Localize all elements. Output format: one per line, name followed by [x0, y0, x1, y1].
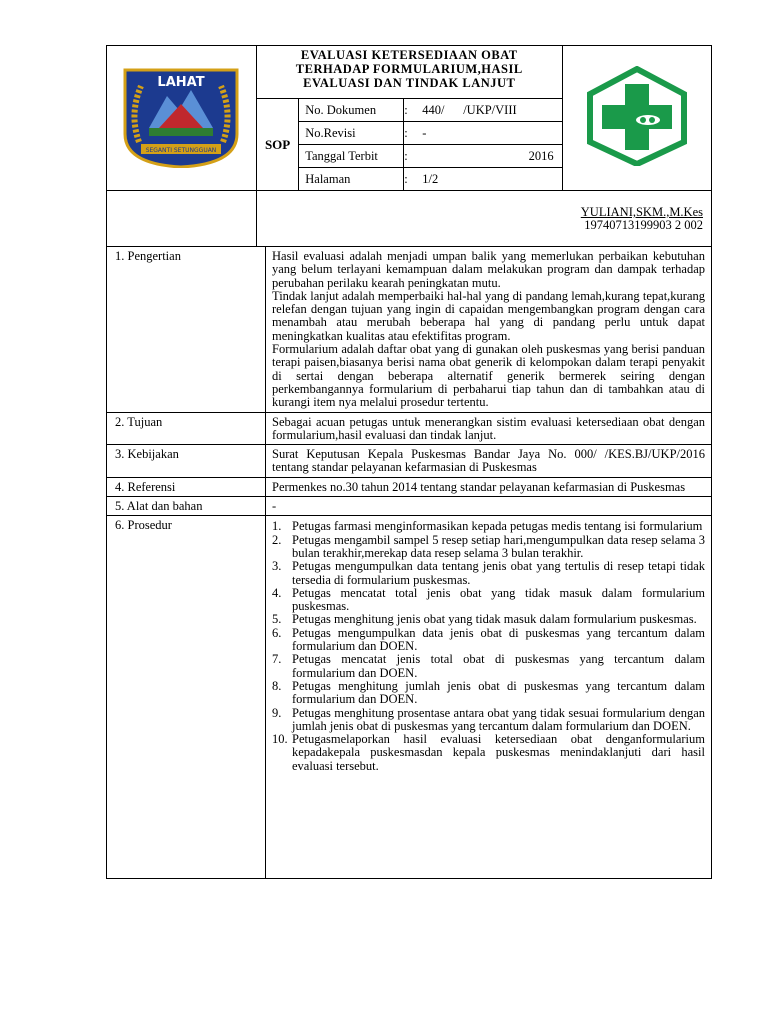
sop-label: SOP: [256, 99, 298, 191]
meta-value-tanggal: : 2016: [404, 145, 562, 168]
list-item: 4. Petugas mencatat total jenis obat yang tidak masuk dalam formularium puskesmas.: [272, 585, 705, 614]
lahat-emblem-icon: [119, 64, 243, 168]
svg-text:SEGANTI SETUNGGUAN: SEGANTI SETUNGGUAN: [146, 147, 217, 154]
row-pengertian: [107, 247, 712, 413]
label-alat: 5. Alat dan bahan: [107, 497, 266, 516]
list-item: 6. Petugas mengumpulkan data jenis obat di puskesmas yang tercantum dalam formularium dan DOEN.: [272, 625, 705, 654]
label-prosedur: 6. Prosedur: [107, 516, 266, 879]
text-referensi: Permenkes no.30 tahun 2014 tentang standar pelayanan kefarmasian di Puskesmas: [266, 477, 712, 496]
text-kebijakan: Surat Keputusan Kepala Puskesmas Bandar Jaya No. 000/ /KES.BJ/UKP/2016 tentang standar pelayanan kefarmasian di Puskesmas: [266, 445, 712, 478]
list-item: 7. Petugas mencatat jenis total obat di puskesmas yang tercantum dalam formularium dan DOEN.: [272, 652, 705, 680]
prosedur-list: [272, 520, 705, 773]
list-item: 3. Petugas mengumpulkan data tentang jenis obat yang tertulis di resep tetapi tidak tersedia di formularium puskesmas.: [272, 559, 705, 587]
label-tujuan: 2. Tujuan: [107, 412, 266, 445]
label-referensi: 4. Referensi: [107, 477, 266, 496]
signature-name: YULIANI,SKM.,M.Kes: [580, 205, 703, 219]
meta-label-halaman: Halaman: [299, 168, 404, 191]
signature-block: [256, 191, 711, 247]
row-kebijakan: [107, 445, 712, 478]
row-prosedur: [107, 516, 712, 879]
svg-text:LAHAT: LAHAT: [157, 75, 206, 90]
list-item: 10. Petugasmelaporkan hasil evaluasi ketersediaan obat denganformularium kepadakepala puskesmasdan kepala puskesmas menindaklanjuti dari hasil evaluasi tersebut.: [272, 732, 705, 773]
meta-label-dokumen: No. Dokumen: [299, 99, 404, 122]
label-pengertian: 1. Pengertian: [107, 247, 266, 413]
list-item: 5. Petugas menghitung jenis obat yang tidak masuk dalam formularium puskesmas.: [272, 612, 697, 627]
meta-label-tanggal: Tanggal Terbit: [299, 145, 404, 168]
row-referensi: [107, 477, 712, 496]
header-table: [106, 45, 712, 247]
meta-value-dokumen: : 440/ /UKP/VIII: [404, 99, 562, 122]
meta-value-halaman: : 1/2: [404, 168, 562, 191]
right-logo-cell: [562, 46, 711, 191]
document-title: EVALUASI KETERSEDIAAN OBAT TERHADAP FORMULARIUM,HASIL EVALUASI DAN TINDAK LANJUT: [256, 46, 562, 99]
list-item: 9. Petugas menghitung prosentase antara obat yang tidak sesuai formularium dengan jumlah jenis obat di puskesmas yang tercantum dalam formularium dan DOEN.: [272, 705, 705, 733]
meta-label-revisi: No.Revisi: [299, 122, 404, 145]
row-alat: [107, 497, 712, 516]
text-prosedur: [266, 516, 712, 879]
label-kebijakan: 3. Kebijakan: [107, 445, 266, 478]
text-pengertian: Hasil evaluasi adalah menjadi umpan balik yang memerlukan perbaikan kebutuhan yang belum terlayani kemampuan dalam melakukan program dan dampak terhadap perubahan perilaku kearah peningkatan mutu. Tindak lanjut adalah memperbaiki hal-hal yang di pandang lemah,kurang tepat,kurang relefan dengan tujuan yang ingin di capaidan mengembangkan program dengan cara menambah atau merubah beberapa hal yang di pandang perlu untuk dapat meningkatkan kualitas atau efektifitas program. Formularium adalah daftar obat yang di gunakan oleh puskesmas yang berisi panduan terapi paisen,biasanya berisi nama obat generik di kelompokan dalam terapi penyakit di sertai dengan beberapa alternatif generik bermerek seiring dengan perkembangannya formularium di perbaharui tiap tahun dan di tambahkan atau di kurangi item nya melalui prosedur tertentu.: [266, 247, 712, 413]
signature-nip: 19740713199903 2 002: [584, 218, 703, 232]
content-table: [106, 246, 712, 879]
list-item: 2. Petugas mengambil sampel 5 resep setiap hari,mengumpulkan data resep selama 3 bulan terakhir,merekap data resep selama 3 bulan terakhir.: [272, 532, 705, 560]
signature-blank-cell: [107, 191, 257, 247]
list-item: 8. Petugas menghitung jumlah jenis obat di puskesmas yang tercantum dalam formularium dan DOEN.: [272, 678, 705, 707]
text-tujuan: Sebagai acuan petugas untuk menerangkan sistim evaluasi ketersediaan obat dengan formularium,hasil evaluasi dan tindak lanjut.: [266, 412, 712, 445]
left-logo-cell: [107, 46, 257, 191]
row-tujuan: [107, 412, 712, 445]
puskesmas-cross-icon: [582, 66, 692, 166]
meta-value-revisi: : -: [404, 122, 562, 145]
text-alat: -: [266, 497, 712, 516]
list-item: 1. Petugas farmasi menginformasikan kepada petugas medis tentang isi formularium: [272, 519, 703, 534]
sop-document: [106, 45, 712, 957]
